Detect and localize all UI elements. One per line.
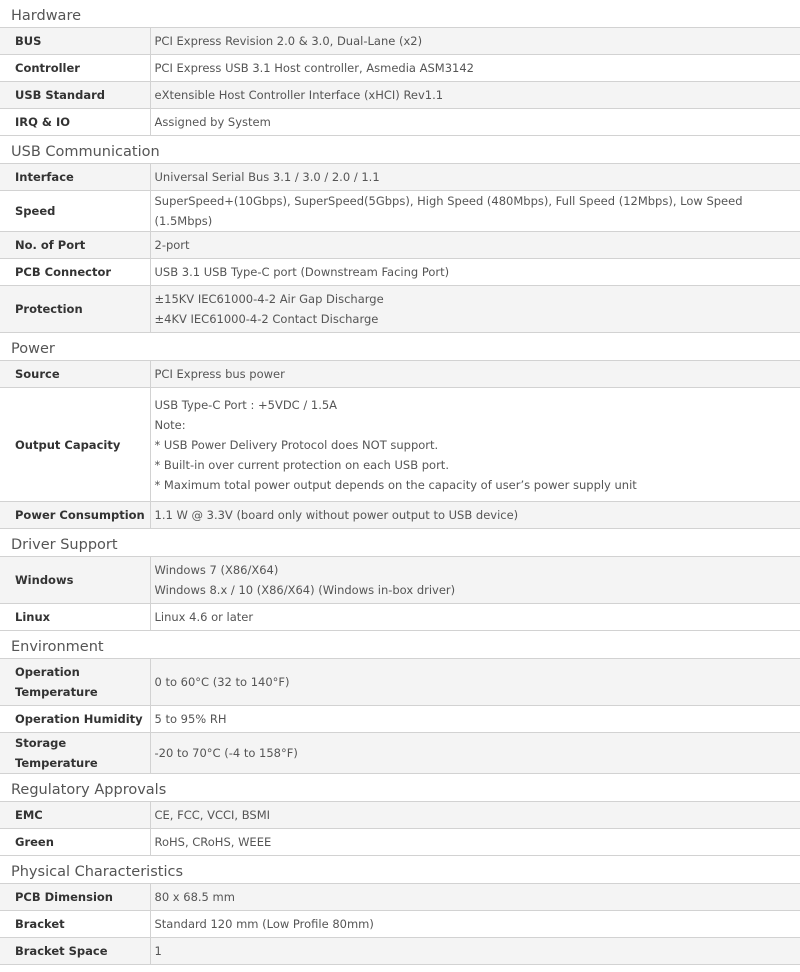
spec-value-line: Windows 7 (X86/X64)	[154, 563, 279, 577]
spec-value	[150, 361, 800, 388]
spec-value	[150, 286, 800, 333]
spec-value-line: Universal Serial Bus 3.1 / 3.0 / 2.0 / 1.1	[154, 170, 380, 184]
spec-value-line: Note:	[154, 417, 186, 432]
spec-row	[0, 706, 800, 733]
spec-value-line: 1.1 W @ 3.3V (board only without power output to USB device)	[154, 508, 519, 522]
spec-table	[0, 801, 800, 856]
spec-value-line: * Maximum total power output depends on the capacity of user’s power supply unit	[154, 477, 637, 492]
spec-row	[0, 164, 800, 191]
spec-label: Output Capacity	[0, 388, 150, 502]
spec-row	[0, 502, 800, 529]
spec-value-line: USB 3.1 USB Type-C port (Downstream Facing Port)	[154, 265, 450, 279]
spec-row	[0, 109, 800, 136]
spec-value-line: RoHS, CRoHS, WEEE	[154, 835, 272, 849]
spec-value	[150, 557, 800, 604]
spec-row	[0, 802, 800, 829]
spec-label: Green	[0, 829, 150, 856]
spec-value-line: Linux 4.6 or later	[154, 610, 254, 624]
spec-table	[0, 27, 800, 136]
section-title: Environment	[11, 639, 104, 655]
spec-value	[150, 259, 800, 286]
spec-value	[150, 109, 800, 136]
spec-row	[0, 82, 800, 109]
spec-label: Source	[0, 361, 150, 388]
spec-value	[150, 829, 800, 856]
spec-value-line: Windows 8.x / 10 (X86/X64) (Windows in-box driver)	[154, 583, 456, 597]
spec-value-line: Assigned by System	[154, 115, 271, 129]
spec-row	[0, 191, 800, 232]
spec-value-line: PCI Express USB 3.1 Host controller, Asmedia ASM3142	[154, 61, 474, 75]
spec-label: PCB Dimension	[0, 884, 150, 911]
spec-row	[0, 604, 800, 631]
spec-value-line: eXtensible Host Controller Interface (xHCI) Rev1.1	[154, 88, 444, 102]
spec-label: Operation Humidity	[0, 706, 150, 733]
spec-value-line: -20 to 70°C (-4 to 158°F)	[154, 746, 298, 760]
spec-value	[150, 733, 800, 774]
spec-value-line: * Built-in over current protection on each USB port.	[154, 457, 449, 472]
spec-row	[0, 938, 800, 965]
spec-row	[0, 55, 800, 82]
spec-value	[150, 884, 800, 911]
spec-value	[150, 706, 800, 733]
spec-value	[150, 82, 800, 109]
spec-label: PCB Connector	[0, 259, 150, 286]
section-title: Hardware	[11, 8, 82, 24]
spec-value-line: USB Type-C Port : +5VDC / 1.5A	[154, 397, 338, 412]
spec-value	[150, 164, 800, 191]
spec-label: BUS	[0, 28, 150, 55]
spec-label: Storage Temperature	[0, 733, 150, 774]
spec-value	[150, 502, 800, 529]
spec-value	[150, 604, 800, 631]
section-title: Power	[11, 341, 55, 357]
spec-value-line: 0 to 60°C (32 to 140°F)	[154, 675, 290, 689]
spec-value-line: 80 x 68.5 mm	[154, 890, 235, 904]
spec-label: Speed	[0, 191, 150, 232]
spec-row	[0, 557, 800, 604]
spec-value-line: PCI Express bus power	[154, 367, 285, 381]
spec-row	[0, 659, 800, 706]
spec-value	[150, 232, 800, 259]
section-title: Driver Support	[11, 537, 118, 553]
spec-value-line: 5 to 95% RH	[154, 712, 227, 726]
spec-label: Power Consumption	[0, 502, 150, 529]
spec-row	[0, 286, 800, 333]
spec-table	[0, 360, 800, 529]
spec-value-line: 2-port	[154, 238, 190, 252]
spec-value	[150, 911, 800, 938]
spec-row	[0, 829, 800, 856]
spec-table	[0, 163, 800, 333]
spec-value-line: SuperSpeed+(10Gbps), SuperSpeed(5Gbps), High Speed (480Mbps), Full Speed (12Mbps), Low Speed (1.5Mbps)	[154, 194, 743, 228]
spec-value-line: ±15KV IEC61000-4-2 Air Gap Discharge	[154, 292, 384, 306]
spec-label: IRQ & IO	[0, 109, 150, 136]
spec-label: Interface	[0, 164, 150, 191]
spec-row	[0, 259, 800, 286]
spec-value-line: CE, FCC, VCCI, BSMI	[154, 808, 271, 822]
spec-value-line: Standard 120 mm (Low Profile 80mm)	[154, 917, 374, 931]
spec-row	[0, 232, 800, 259]
spec-row	[0, 911, 800, 938]
spec-table	[0, 658, 800, 774]
spec-value	[150, 191, 800, 232]
spec-table	[0, 883, 800, 965]
spec-value-line: PCI Express Revision 2.0 & 3.0, Dual-Lane (x2)	[154, 34, 423, 48]
spec-label: USB Standard	[0, 82, 150, 109]
spec-row	[0, 733, 800, 774]
spec-value	[150, 659, 800, 706]
spec-label: Bracket Space	[0, 938, 150, 965]
spec-value-line: * USB Power Delivery Protocol does NOT support.	[154, 437, 439, 452]
spec-label: Controller	[0, 55, 150, 82]
spec-label: Protection	[0, 286, 150, 333]
spec-value	[150, 388, 800, 502]
spec-label: Operation Temperature	[0, 659, 150, 706]
spec-label: EMC	[0, 802, 150, 829]
spec-value	[150, 28, 800, 55]
spec-row	[0, 28, 800, 55]
spec-value	[150, 802, 800, 829]
spec-row	[0, 884, 800, 911]
spec-label: Bracket	[0, 911, 150, 938]
spec-row	[0, 361, 800, 388]
spec-label: Windows	[0, 557, 150, 604]
spec-value	[150, 55, 800, 82]
spec-value	[150, 938, 800, 965]
section-title: Regulatory Approvals	[11, 782, 167, 798]
spec-table	[0, 556, 800, 631]
section-title: USB Communication	[11, 144, 160, 160]
spec-label: No. of Port	[0, 232, 150, 259]
spec-row	[0, 388, 800, 502]
spec-value-line: ±4KV IEC61000-4-2 Contact Discharge	[154, 312, 379, 326]
section-title: Physical Characteristics	[11, 864, 184, 880]
spec-value-line: 1	[154, 944, 162, 958]
spec-label: Linux	[0, 604, 150, 631]
